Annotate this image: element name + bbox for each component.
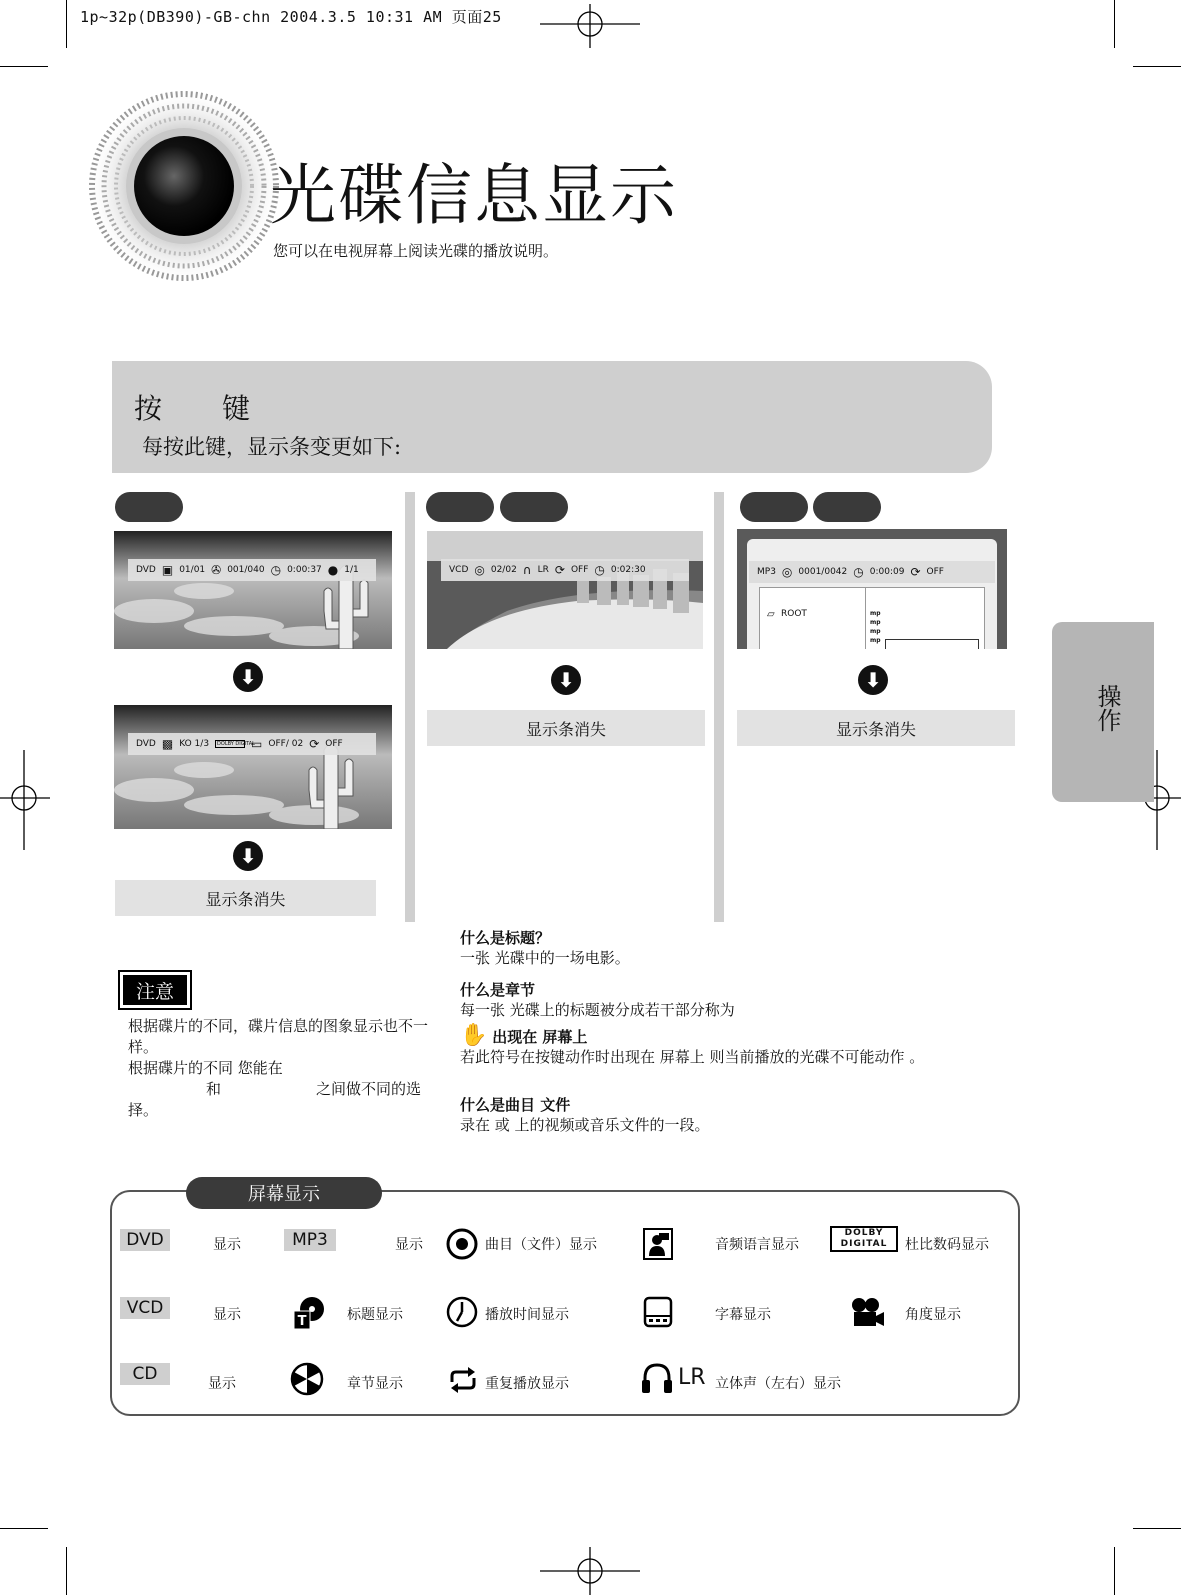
subtitle-value: OFF/ 02 [268,739,304,749]
legend-text: 章节显示 [347,1376,403,1392]
dvd-screen-1 [114,531,392,649]
title-icon [292,1295,326,1331]
column-divider [405,492,415,922]
qa-answer: 录在 或 上的视频或音乐文件的一段。 [460,1116,710,1134]
chapter-icon [290,1362,324,1396]
down-arrow-icon: ⬇ [551,665,581,695]
subtitle-icon: ▭ [251,737,263,751]
legend-text: 重复播放显示 [485,1376,569,1392]
down-arrow-icon: ⬇ [233,841,263,871]
legend-text: 曲目（文件）显示 [485,1237,597,1253]
stereo-lr-label: LR [678,1365,706,1390]
registration-mark-left [0,750,50,850]
dolby-digital-icon: DOLBY DIGITAL [217,741,255,747]
note-badge [118,970,192,1010]
bar-disappears-label: 显示条消失 [427,710,705,746]
dvd-osd-bar-1 [128,559,376,581]
vcd-osd-bar [441,559,689,581]
crop-mark [66,1547,67,1595]
repeat-value: OFF [926,567,944,577]
page-subtitle: 您可以在电视屏幕上阅读光碟的播放说明。 [273,242,559,260]
bar-disappears-label: 显示条消失 [115,880,376,916]
legend-text: 播放时间显示 [485,1307,569,1323]
svg-text:T: T [297,1314,307,1329]
note-line: 择。 [128,1101,159,1119]
note-line: 根据碟片的不同，碟片信息的图象显示也不一样。 [128,1017,429,1056]
key-banner [112,361,992,473]
play-time-icon: ◷ [594,563,605,577]
mp3-screen: MP3 ◎ 0001/0042 ◷ 0:00:09 ⟳ OFF ▱ ROOT mp mp mp mp [737,529,1007,649]
side-tab-label: 操作 [1093,684,1121,732]
audio-value: KO 1/3 [179,739,210,749]
audio-language-icon: ▩ [161,737,174,751]
legend-text: 杜比数码显示 [905,1237,989,1253]
legend-text: 显示 [213,1237,241,1253]
key-label: 按键 [134,392,311,425]
registration-mark-top [540,0,640,50]
disc-type-pill [426,492,494,522]
vcd-box: VCD [120,1297,170,1319]
title-value: 01/01 [179,565,206,575]
play-time-value: 0:02:30 [610,565,646,575]
stereo-icon [640,1362,674,1396]
hand-icon: ✋ [460,1023,488,1048]
disc-type-pill [740,492,808,522]
crop-mark [0,66,48,67]
track-value: 02/02 [490,565,517,575]
section-side-tab [1052,622,1154,802]
legend-text: 角度显示 [905,1307,961,1323]
column-divider [714,492,724,922]
track-icon: ◎ [781,565,793,579]
qa-answer: 一张 光碟中的一场电影。 [460,949,630,967]
track-icon [446,1228,478,1260]
crop-mark [1133,1528,1181,1529]
disc-type-label: MP3 [757,567,776,577]
repeat-value: OFF [570,565,589,575]
disc-type-pill [813,492,881,522]
crop-mark [1114,0,1115,48]
dvd-osd-bar-2 [128,733,376,755]
disc-type-label: DVD [136,739,156,749]
repeat-icon: ⟳ [309,737,320,751]
legend-text: 立体声（左右）显示 [715,1376,841,1392]
dvd-box: DVD [120,1229,170,1251]
note-line: 之间做不同的选 [316,1080,422,1098]
audio-language-icon [643,1228,673,1260]
crop-mark [1133,66,1181,67]
note-line: 和 [206,1080,222,1098]
crop-mark [66,0,67,48]
subtitle-icon [643,1296,673,1328]
play-time-value: 0:00:37 [287,565,322,575]
qa-block-hand [460,1023,925,1067]
folder-icon: ▱ [767,609,775,620]
legend-text: 音频语言显示 [715,1237,799,1253]
crop-mark [0,1528,48,1529]
qa-block-chapter [460,980,735,1020]
dvd-screen-2 [114,705,392,829]
legend-title: 屏幕显示 [186,1177,382,1209]
qa-question: 什么是章节 [460,981,536,999]
track-value: 0001/0042 [798,567,848,577]
disc-type-pill [115,492,183,522]
qa-question: 什么是曲目 文件 [460,1096,571,1114]
qa-block-title [460,928,630,968]
qa-question: 什么是标题？ [460,929,551,947]
repeat-value: OFF [325,739,343,749]
qa-block-track [460,1095,710,1135]
key-description: 每按此键，显示条变更如下: [142,435,402,459]
root-folder-label: ROOT [781,609,807,619]
repeat-icon: ⟳ [554,563,565,577]
angle-icon: ● [327,563,339,577]
note-title: 注意 [123,975,187,1005]
page-title: 光碟信息显示 [270,157,678,234]
down-arrow-icon: ⬇ [233,662,263,692]
play-time-value: 0:00:09 [869,567,905,577]
legend-text: 显示 [208,1376,236,1392]
disc-type-pill [500,492,568,522]
dolby-digital-icon: DOLBY DIGITAL [830,1226,898,1252]
play-time-icon: ◷ [270,563,282,577]
qa-answer: 若此符号在按键动作时出现在 屏幕上 则当前播放的光碟不可能动作 。 [460,1048,925,1066]
disc-type-label: VCD [449,565,469,575]
vcd-screen [427,531,703,649]
registration-mark-bottom [540,1545,640,1595]
stereo-icon: ∩ [522,563,532,577]
note-line: 根据碟片的不同 您能在 [128,1059,283,1077]
bar-disappears-label: 显示条消失 [737,710,1015,746]
repeat-icon: ⟳ [910,565,921,579]
track-icon: ◎ [474,563,485,577]
legend-text: 标题显示 [347,1307,403,1323]
chapter-value: 001/040 [227,565,265,575]
legend-text: 显示 [213,1307,241,1323]
angle-icon [850,1296,886,1328]
play-time-icon: ◷ [853,565,864,579]
stereo-value: LR [537,565,549,575]
title-icon: ▣ [161,563,174,577]
angle-value: 1/1 [344,565,359,575]
legend-text: 显示 [395,1237,423,1253]
mp3-box: MP3 [284,1229,336,1251]
note-text [128,1016,428,1121]
repeat-icon [446,1366,480,1394]
cd-box: CD [120,1363,170,1385]
disc-type-label: DVD [136,565,156,575]
speaker-graphic [84,86,284,286]
chapter-icon: ✇ [211,563,222,577]
qa-answer: 每一张 光碟上的标题被分成若干部分称为 [460,1001,735,1019]
legend-text: 字幕显示 [715,1307,771,1323]
down-arrow-icon: ⬇ [858,665,888,695]
crop-mark [1114,1547,1115,1595]
qa-question: 出现在 屏幕上 [492,1028,588,1046]
mp3-osd-bar [749,561,995,583]
print-header: 1p~32p(DB390)-GB-chn 2004.3.5 10:31 AM 页面25 [80,8,502,26]
play-time-icon [446,1296,478,1328]
